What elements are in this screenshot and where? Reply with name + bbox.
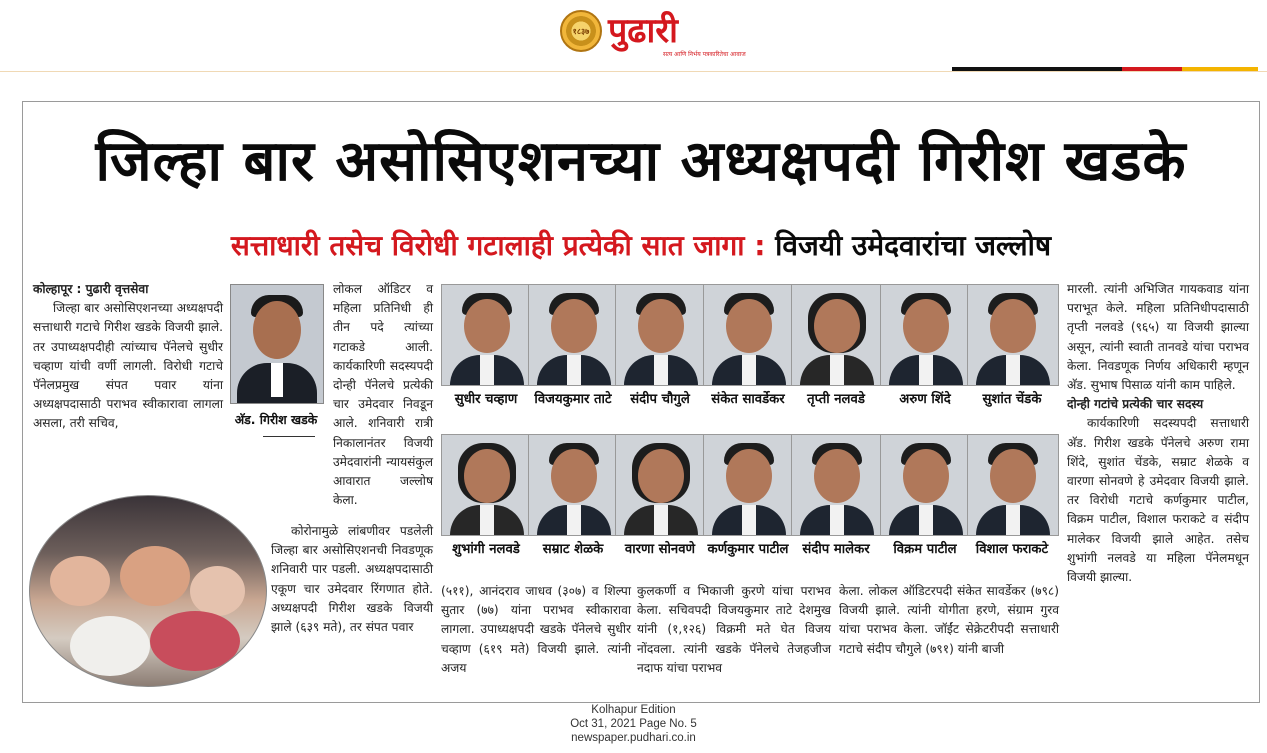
article-col-6 — [1067, 280, 1249, 587]
col2-top-text: लोकल ऑडिटर व महिला प्रतिनिधी ही तीन पदे त्यांच्या गटाकडे आली. कार्यकारिणी सदस्यपदी दोन्ही पॅनेलचे प्रत्येकी चार उमेदवार निवडून आले. शनिवारी रात्री निकालानंतर विजयी उमेदवारांनी न्यायसंकुल आवारात जल्लोष केला. — [333, 282, 433, 508]
caption-rule — [263, 436, 315, 437]
portrait-caption: सुशांत चेंडके — [982, 392, 1042, 407]
logo-title: पुढारी — [608, 11, 678, 51]
portrait-photo — [528, 284, 620, 386]
col5-text: केला. लोकल ऑडिटरपदी संकेत सावर्डेकर (७९८) विजयी झाले. त्यांनी योगीता हरणे, संग्राम गुरव यांचा पराभव केला. जॉईंट सेक्रेटरीपदी सत्ताधारी गटाचे संदीप चौगुले (७९१) यांनी बाजी — [839, 584, 1059, 656]
portrait-photo — [967, 284, 1059, 386]
portrait-caption: संदीप मालेकर — [802, 542, 870, 557]
article-col-2-top — [333, 280, 433, 510]
celebration-crowd-photo — [29, 495, 267, 687]
masthead-divider — [0, 71, 1267, 72]
portrait-photo — [441, 434, 533, 536]
date-page-label: Oct 31, 2021 Page No. 5 — [570, 718, 697, 730]
portrait-caption: तृप्ती नलवडे — [807, 392, 865, 407]
site-url[interactable]: newspaper.pudhari.co.in — [571, 732, 696, 744]
portrait-photo — [615, 434, 707, 536]
portrait-photo — [615, 284, 707, 386]
portrait-caption: संदीप चौगुले — [630, 392, 690, 407]
portrait-caption: संकेत सावर्डेकर — [711, 392, 785, 407]
portrait-caption: विक्रम पाटील — [893, 542, 957, 557]
portrait-caption: विजयकुमार ताटे — [534, 392, 612, 407]
portrait-photo — [703, 434, 795, 536]
masthead — [0, 0, 1267, 72]
portrait-photo — [441, 284, 533, 386]
emblem-text: १८३७ — [572, 26, 590, 36]
article-col-4 — [637, 582, 831, 678]
article-col-2-bottom — [271, 522, 433, 637]
main-portrait-caption: अ‍ॅड. गिरीश खडके — [234, 412, 318, 427]
portrait-caption: विशाल फराकटे — [975, 542, 1049, 557]
headline: जिल्हा बार असोसिएशनच्या अध्यक्षपदी गिरीश खडके — [95, 129, 1187, 194]
portrait-photo — [791, 284, 883, 386]
logo-tagline: सत्य आणि निर्भय पत्रकारितेचा आवाज — [663, 51, 746, 58]
col6-top-text: मारली. त्यांनी अभिजित गायकवाड यांना पराभूत केले. महिला प्रतिनिधीपदासाठी तृप्ती नलवडे (९६५) या विजयी झाल्या असून, त्यांनी स्वाती तानवडे यांचा पराभव केला. निवडणूक निर्णय अधिकारी म्हणून अ‍ॅड. सुभाष पिसाळ यांनी काम पाहिले. — [1067, 282, 1249, 393]
article-col-5 — [839, 582, 1059, 659]
portrait-photo — [880, 434, 972, 536]
portrait-photo — [791, 434, 883, 536]
col6-subhead: दोन्ही गटांचे प्रत्येकी चार सदस्य — [1067, 397, 1204, 412]
portrait-caption: शुभांगी नलवडे — [452, 542, 520, 557]
col1-text: जिल्हा बार असोसिएशनच्या अध्यक्षपदी सत्ताधारी गटाचे गिरीश खडके विजयी झाले. तर उपाध्यक्षपदीही त्यांच्याच पॅनेलचे सुधीर चव्हाण यांची वर्णी लागली. विरोधी गटाचे पॅनेलप्रमुख संपत पवार यांना अध्यक्षपदासाठी पराभव स्वीकारावा लागला असला, तरी सचिव, — [33, 301, 223, 431]
sun-emblem-icon — [560, 10, 602, 52]
col4-text: कुलकर्णी व भिकाजी कुरणे यांचा पराभव केला. सचिवपदी विजयकुमार ताटे देशमुख यांनी (१,१२६) विक्रमी मते घेत विजय नोंदवला. त्यांनी खडके पॅनेलचे तेजहजीज नदाफ यांचा पराभव — [637, 584, 831, 675]
article-col-1 — [33, 280, 223, 434]
portrait-photo — [703, 284, 795, 386]
portrait-photo — [967, 434, 1059, 536]
article-col-3 — [441, 582, 631, 678]
col3-text: (५११), आनंदराव जाधव (३०७) व शिल्पा सुतार (७७) यांना पराभव स्वीकारावा लागला. उपाध्यक्षपदी खडके पॅनेलचे सुधीर चव्हाण (६१९ मते) विजयी झाले. त्यांनी अजय — [441, 584, 631, 675]
subheadline — [23, 228, 1259, 264]
col2-bottom-text: कोरोनामुळे लांबणीवर पडलेली जिल्हा बार असोसिएशनची निवडणूक शनिवारी पार पडली. अध्यक्षपदासाठी एकूण चार उमेदवार रिंगणात होते. अध्यक्षपदी गिरीश खडके विजयी झाले (६३९ मते), तर संपत पवार — [271, 524, 433, 635]
portrait-caption: सुधीर चव्हाण — [454, 392, 518, 407]
portrait-photo — [528, 434, 620, 536]
portrait-caption: कर्णकुमार पाटील — [707, 542, 789, 557]
main-portrait-photo — [230, 284, 324, 404]
subhead-black: विजयी उमेदवारांचा जल्लोष — [775, 229, 1052, 262]
portrait-caption: सम्राट शेळके — [542, 542, 604, 557]
col6-bottom-text: कार्यकारिणी सदस्यपदी सत्ताधारी अ‍ॅड. गिरीश खडके पॅनेलचे अरुण रामा शिंदे, सुशांत चेंडके, सम्राट शेळके व वारणा सोनवणे हे उमेदवार विजयी झाले. तर विरोधी गटाचे कर्णकुमार पाटील, विक्रम पाटील, विशाल फराकटे व संदीप मालेकर विजयी झाले आहेत. तसेच शुभांगी नलवडे या महिला पॅनेलमधून विजयी झाल्या. — [1067, 416, 1249, 585]
edition-label: Kolhapur Edition — [591, 704, 676, 716]
news-clipping[interactable] — [22, 101, 1260, 703]
subhead-red: सत्ताधारी तसेच विरोधी गटालाही प्रत्येकी सात जागा : — [230, 229, 766, 262]
portrait-caption: वारणा सोनवणे — [624, 542, 696, 557]
pudhari-logo[interactable] — [560, 10, 746, 58]
portrait-caption: अरुण शिंदे — [899, 392, 951, 407]
byline: कोल्हापूर : पुढारी वृत्तसेवा — [33, 282, 149, 296]
portrait-photo — [880, 284, 972, 386]
page-footer — [0, 703, 1267, 745]
